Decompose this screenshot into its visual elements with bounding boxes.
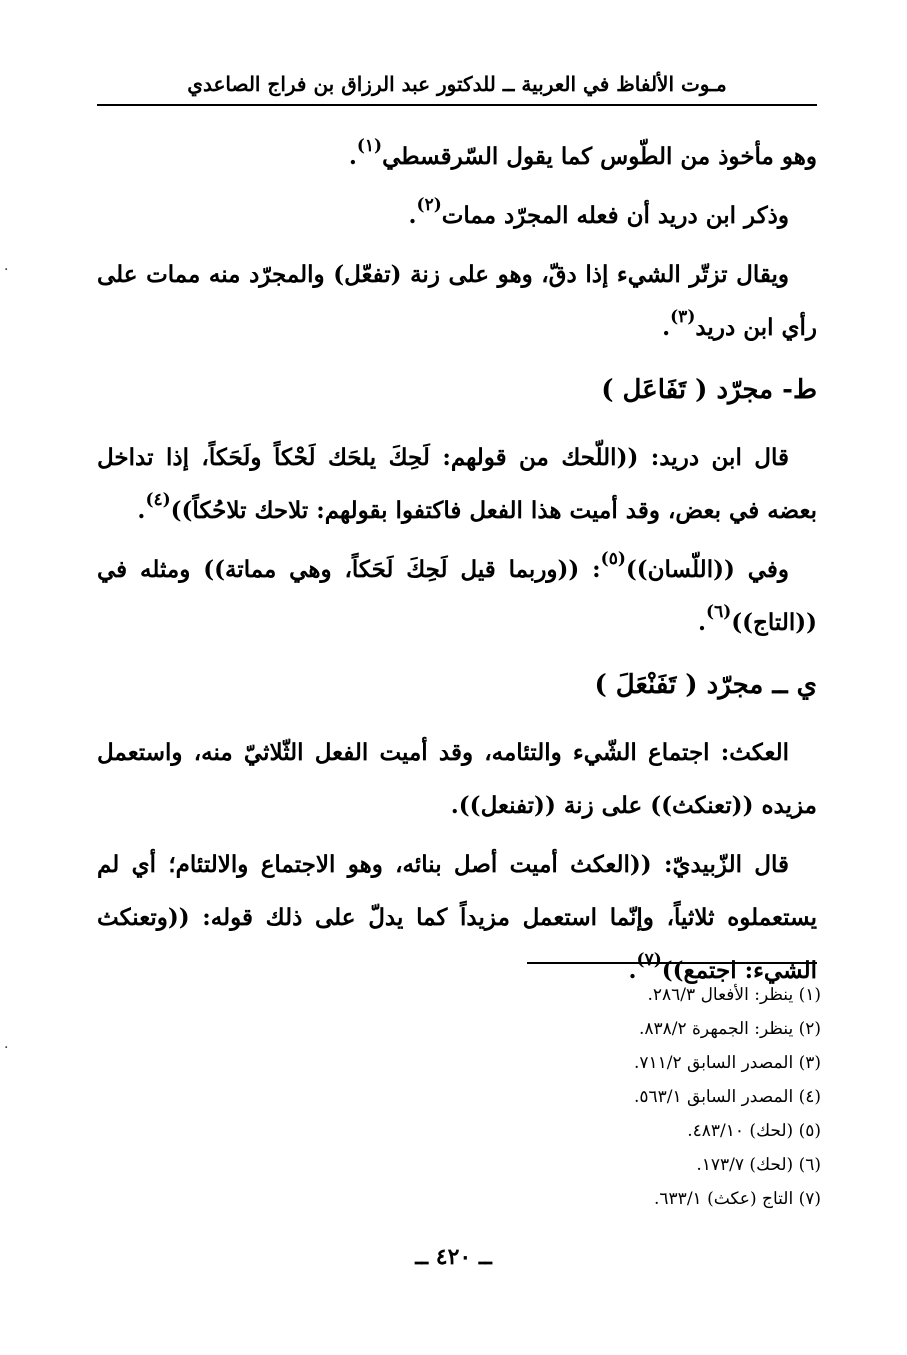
paragraph-3-text: ويقال تزتّر الشيء إذا دقّ، وهو على زنة (تفعّل) والمجرّد منه ممات على رأي ابن دريد	[97, 261, 817, 341]
main-text	[97, 130, 817, 1003]
paragraph-7: قال الزّبيديّ: ((العكث أميت أصل بنائه، وهو الاجتماع والالتئام؛ أي لم يستعملوه ثلاثياً، وإنّما استعمل مزيداً كما يدلّ على ذلك قوله: ((وتعنكث الشيء: اجتمع))$^{(٧)}$.	[97, 851, 817, 984]
footnote-6: (٦) (لحك) ١٧٣/٧.	[696, 1155, 821, 1175]
footnote-3: (٣) المصدر السابق ٧١١/٢.	[633, 1053, 821, 1073]
footnote-ref-6: (٦)	[706, 602, 732, 623]
footnote-ref-2: (٢)	[416, 195, 442, 216]
footnote-7: (٧) التاج (عكث) ٦٣٣/١.	[654, 1189, 821, 1209]
paragraph-2: وذكر ابن دريد أن فعله المجرّد ممات$^{(٢)}$.	[408, 195, 789, 229]
footnote-ref-5: (٥)	[600, 549, 626, 570]
footnotes	[421, 978, 821, 1216]
page-number: ــ ٤٢٠ ــ	[415, 1244, 492, 1270]
running-header: مـوت الألفاظ في العربية ــ للدكتور عبد الرزاق بن فراج الصاعدي	[187, 72, 727, 96]
footnote-5: (٥) (لحك) ٤٨٣/١٠.	[687, 1121, 821, 1141]
section-heading-ya: ي ــ مجرّد ( تَفَنْعَلَ )	[594, 670, 817, 700]
paragraph-3: ويقال تزتّر الشيء إذا دقّ، وهو على زنة (تفعّل) والمجرّد منه ممات على رأي ابن دريد$^{(٣)}$.	[97, 261, 817, 341]
paragraph-5: وفي ((اللّسان))$^{(٥)}$: ((وربما قيل لَحِكَ لَحَكاً، وهي مماتة)) ومثله في ((التاج))$^{(٦)}$.	[97, 549, 817, 636]
footnote-1: (١) ينظر: الأفعال ٢٨٦/٣.	[647, 985, 821, 1005]
scan-speck: ·	[4, 262, 9, 278]
footnote-ref-4: (٤)	[145, 490, 171, 511]
paragraph-1-text: وهو مأخوذ من الطّوس كما يقول السّرقسطي	[382, 143, 817, 170]
paragraph-6: العكث: اجتماع الشّيء والتئامه، وقد أميت الفعل الثّلاثيّ منه، واستعمل مزيده ((تعنكث)) على زنة ((تفنعل)).	[97, 739, 817, 819]
footnote-ref-3: (٣)	[670, 307, 696, 328]
paragraph-4: قال ابن دريد: ((اللّحك من قولهم: لَحِكَ يلحَك لَحْكاً ولَحَكاً، إذا تداخل بعضه في بعض، وقد أميت هذا الفعل فاكتفوا بقولهم: تلاحك تلاحُكاً))$^{(٤)}$.	[97, 444, 817, 524]
footnote-2: (٢) ينظر: الجمهرة ٨٣٨/٢.	[638, 1019, 821, 1039]
header-divider	[97, 104, 817, 106]
footnote-4: (٤) المصدر السابق ٥٦٣/١.	[633, 1087, 821, 1107]
paragraph-7-text: قال الزّبيديّ: ((العكث أميت أصل بنائه، وهو الاجتماع والالتئام؛ أي لم يستعملوه ثلاثياً، وإنّما استعمل مزيداً كما يدلّ على ذلك قوله: ((وتعنكث الشيء: اجتمع))	[97, 851, 817, 984]
footnote-ref-1: (١)	[356, 136, 383, 157]
footnote-ref-7: (٧)	[636, 950, 662, 971]
footnote-divider	[527, 962, 817, 964]
paragraph-2-text: وذكر ابن دريد أن فعله المجرّد ممات	[441, 202, 789, 229]
section-heading-ta: ط- مجرّد ( تَفَاعَل )	[601, 375, 817, 405]
paragraph-5-text-b: : ((وربما قيل لَحِكَ لَحَكاً، وهي مماتة)) ومثله في ((التاج))	[97, 556, 817, 636]
paragraph-5-text-a: وفي ((اللّسان))	[625, 556, 789, 583]
scan-speck: ·	[4, 1040, 9, 1056]
paragraph-4-text: قال ابن دريد: ((اللّحك من قولهم: لَحِكَ يلحَك لَحْكاً ولَحَكاً، إذا تداخل بعضه في بعض، وقد أميت هذا الفعل فاكتفوا بقولهم: تلاحك تلاحُكاً))	[97, 444, 817, 524]
paragraph-1: وهو مأخوذ من الطّوس كما يقول السّرقسطي$^{(١)}$.	[348, 136, 817, 170]
